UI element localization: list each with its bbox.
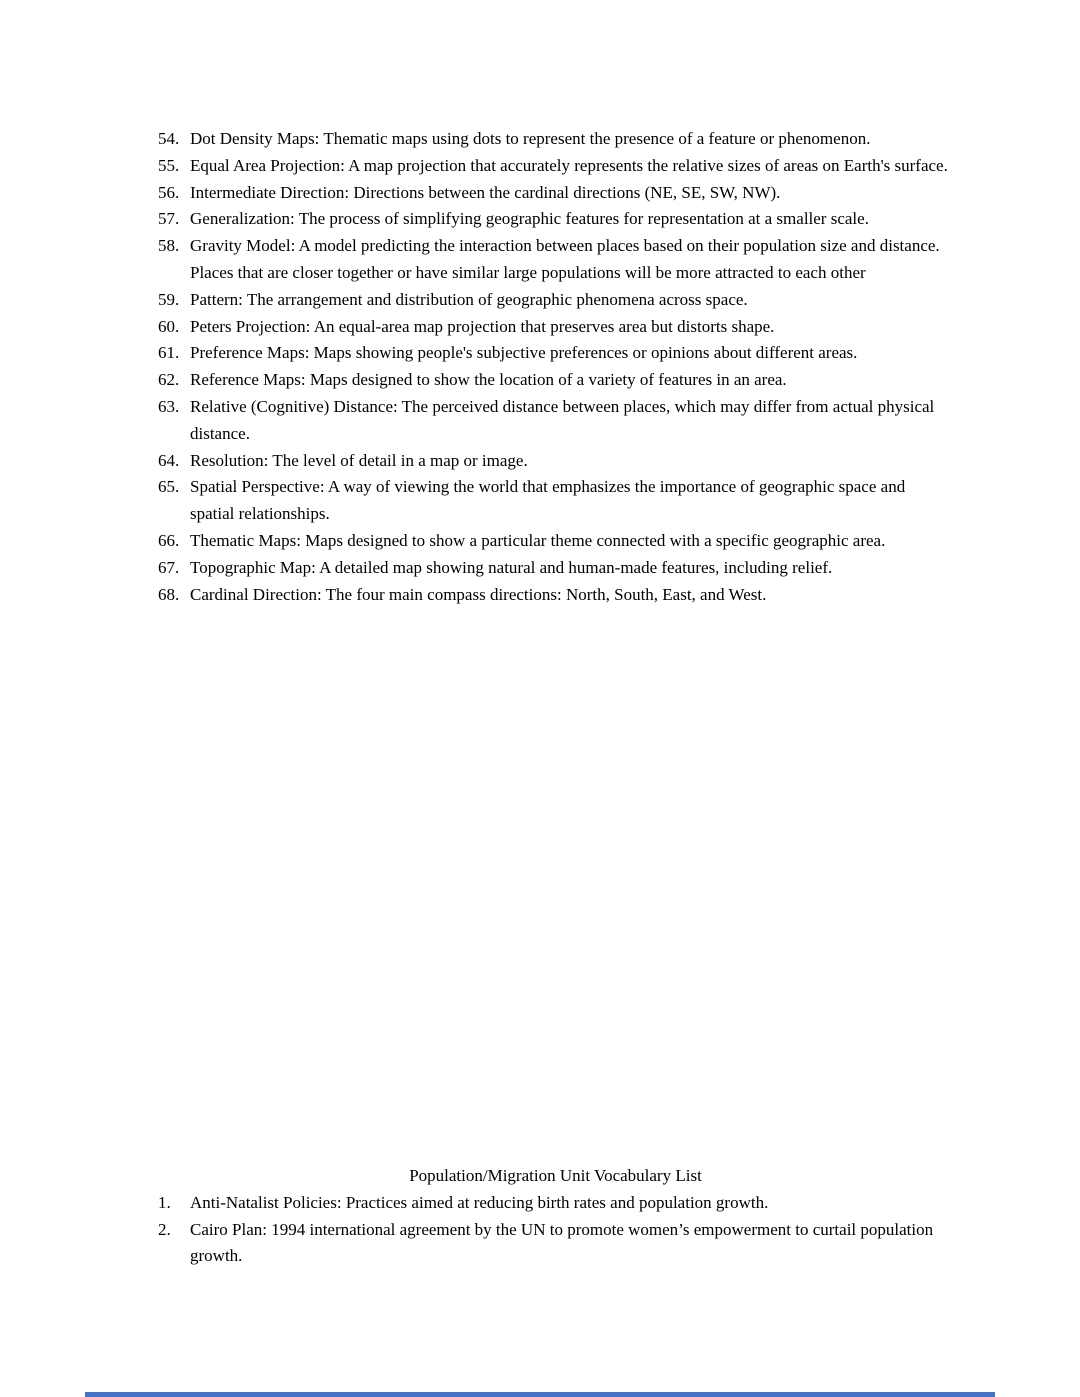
list-item: [158, 582, 953, 609]
item-number: 58.: [158, 236, 180, 256]
item-text: Spatial Perspective: A way of viewing the world that emphasizes the importance of geographic space and spatial relationships.: [190, 477, 910, 524]
item-text: Generalization: The process of simplifying geographic features for representation at a smaller scale.: [190, 209, 869, 229]
list-item: [158, 394, 953, 448]
numbered-list: [158, 126, 953, 608]
item-number: 55.: [158, 155, 180, 175]
item-text: Intermediate Direction: Directions between the cardinal directions (NE, SE, SW, NW).: [190, 182, 781, 202]
item-number: 63.: [158, 396, 180, 416]
item-text: Resolution: The level of detail in a map or image.: [190, 450, 528, 470]
item-number: 54.: [158, 129, 180, 148]
item-text: Equal Area Projection: A map projection that accurately represents the relative sizes of areas on Earth's surface.: [190, 155, 948, 175]
bottom-blue-bar: [85, 1392, 995, 1397]
item-text: Anti-Natalist Policies: Practices aimed at reducing birth rates and population growth.: [190, 1192, 769, 1212]
geography-vocab-list: [158, 126, 953, 608]
list-item: [158, 448, 953, 475]
list-item: [158, 153, 953, 180]
item-number: 60.: [158, 316, 180, 336]
item-number: 67.: [158, 557, 180, 577]
list-item: [158, 1190, 953, 1217]
list-item: [158, 474, 953, 528]
item-number: 62.: [158, 370, 180, 390]
numbered-list: [158, 1190, 953, 1270]
item-text: Cairo Plan: 1994 international agreement by the UN to promote women’s empowerment to curtail population growth.: [190, 1219, 938, 1266]
list-item: [158, 314, 953, 341]
list-item: [158, 340, 953, 367]
item-text: Relative (Cognitive) Distance: The perceived distance between places, which may differ from actual physical distance.: [190, 396, 939, 443]
list-item: [158, 206, 953, 233]
list-item: [158, 367, 953, 394]
population-vocab-section: [158, 1163, 953, 1270]
item-number: 68.: [158, 584, 180, 604]
list-item: [158, 126, 953, 153]
item-text: Pattern: The arrangement and distribution of geographic phenomena across space.: [190, 289, 748, 309]
item-number: 65.: [158, 477, 180, 497]
item-text: Cardinal Direction: The four main compass directions: North, South, East, and West.: [190, 584, 767, 604]
item-text: Reference Maps: Maps designed to show the location of a variety of features in an area.: [190, 370, 787, 390]
item-number: 56.: [158, 182, 180, 202]
item-text: Dot Density Maps: Thematic maps using dots to represent the presence of a feature or phenomenon.: [190, 129, 871, 148]
item-number: 61.: [158, 343, 180, 363]
item-text: Thematic Maps: Maps designed to show a particular theme connected with a specific geographic area.: [190, 530, 886, 550]
item-number: 2.: [158, 1219, 171, 1239]
list-item: [158, 555, 953, 582]
item-number: 64.: [158, 450, 180, 470]
list-item: [158, 233, 953, 287]
item-number: 66.: [158, 530, 180, 550]
list-item: [158, 1217, 953, 1271]
list-item: [158, 528, 953, 555]
item-number: 1.: [158, 1192, 171, 1212]
item-number: 59.: [158, 289, 180, 309]
section-title: Population/Migration Unit Vocabulary List: [409, 1166, 702, 1185]
item-text: Preference Maps: Maps showing people's subjective preferences or opinions about different areas.: [190, 343, 858, 363]
list-item: [158, 287, 953, 314]
list-item: [158, 180, 953, 207]
item-number: 57.: [158, 209, 180, 229]
item-text: Peters Projection: An equal-area map projection that preserves area but distorts shape.: [190, 316, 775, 336]
item-text: Topographic Map: A detailed map showing natural and human-made features, including relief.: [190, 557, 833, 577]
item-text: Gravity Model: A model predicting the interaction between places based on their population size and distance. Places that are closer together or have similar large populations will be more attracted to each other: [190, 236, 949, 282]
